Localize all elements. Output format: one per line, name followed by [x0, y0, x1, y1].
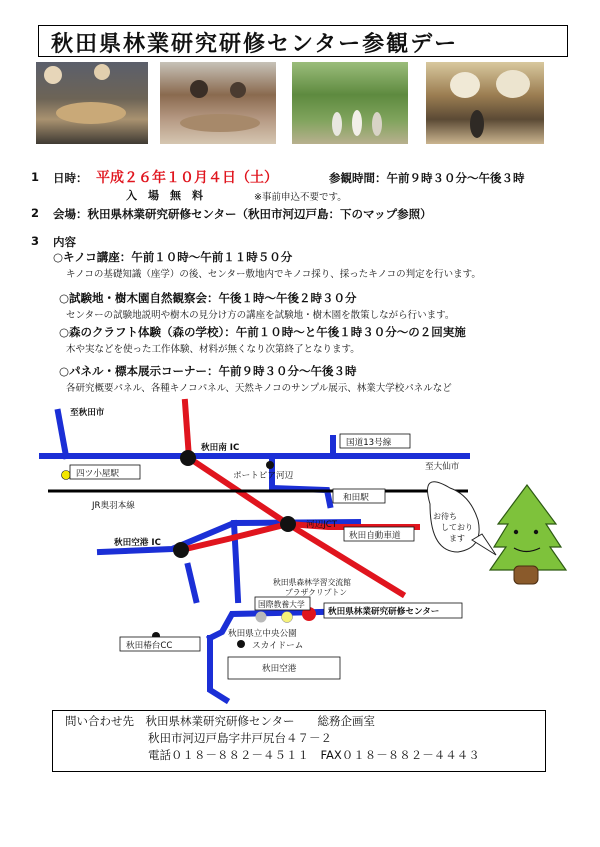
- label-route13: 国道13号線: [346, 438, 392, 448]
- label-wada: 和田駅: [343, 493, 369, 503]
- item1-number: 1: [31, 170, 40, 184]
- label-park: 秋田県立中央公園: [228, 629, 297, 639]
- label-kawabe-jct: 河辺JCT: [306, 520, 337, 530]
- label-center: 秋田県林業研究研修センター: [328, 607, 440, 617]
- label-to-akita: 至秋田市: [70, 408, 105, 418]
- label-minami-ic: 秋田南 IC: [201, 443, 240, 453]
- bubble-line1: お待ち: [433, 512, 457, 521]
- event-panel-desc: 各研究概要パネル、各種キノコパネル、天然キノコのサンプル展示、林業大学校パネルなど: [66, 383, 452, 394]
- event-date: 平成２６年１０月４日（土）: [96, 170, 278, 186]
- label-plaza-line2: プラザクリプトン: [285, 588, 348, 597]
- contact-address: 秋田市河辺戸島字井戸尻台４７－２: [148, 731, 332, 745]
- content-label: 内容: [53, 235, 76, 249]
- bubble-line3: ます: [449, 534, 465, 543]
- kawabe-jct-marker: [280, 516, 296, 532]
- minami-ic-marker: [180, 450, 196, 466]
- event-mushroom-desc: キノコの基礎知識（座学）の後、センター敷地内でキノコ採り、採ったキノコの判定を行います。: [66, 269, 481, 280]
- lower-road-a: [188, 566, 196, 600]
- label-yotsugoya: 四ツ小屋駅: [76, 469, 119, 479]
- event-observation-title: ○試験地・樹木園自然観察会：午後１時～午後２時３０分: [59, 291, 357, 305]
- event-panel-title: ○パネル・標本展示コーナー：午前９時３０分～午後３時: [59, 364, 357, 378]
- label-ou-line: JR奥羽本線: [92, 501, 135, 511]
- item2-number: 2: [31, 206, 40, 220]
- contact-phone: 電話０１８－８８２－４５１１ FAX０１８－８８２－４４４３: [148, 748, 480, 762]
- airport-road: [210, 638, 226, 700]
- label-akita-expwy: 秋田自動車道: [349, 531, 401, 541]
- contact-box: [52, 710, 546, 772]
- tree-mascot: [428, 482, 567, 584]
- item3-number: 3: [31, 234, 40, 248]
- kokusai-marker: [256, 612, 267, 623]
- airport-ic-marker: [173, 542, 189, 558]
- contact-line1: 問い合わせ先 秋田県林業研究研修センター 総務企画室: [65, 714, 376, 728]
- registration-note: ※事前申込不要です。: [254, 192, 347, 203]
- event-craft-desc: 木や実などを使った工作体験、材料が無くなり次第終了となります。: [66, 344, 360, 355]
- label-airport: 秋田空港: [262, 664, 297, 674]
- bubble-line2: しており: [441, 523, 473, 532]
- admission-free: 入 場 無 料: [126, 189, 203, 202]
- item1-label: 日時：: [53, 171, 88, 185]
- yotsugoya-station-marker: [62, 471, 71, 480]
- venue-text: 会場：秋田県林業研究研修センター（秋田市河辺戸島：下のマップ参照）: [53, 207, 432, 221]
- label-skydome: スカイドーム: [252, 641, 304, 651]
- label-portopia: ポートピア河辺: [233, 471, 294, 481]
- label-tsubakidai: 秋田椿台CC: [126, 641, 173, 651]
- visiting-hours: 参観時間：午前９時３０分～午後３時: [329, 171, 525, 185]
- to-akita-road: [58, 412, 66, 456]
- plaza-marker: [282, 612, 293, 623]
- portopia-marker: [266, 461, 274, 469]
- label-to-daisen: 至大仙市: [425, 462, 460, 472]
- skydome-marker: [237, 640, 245, 648]
- label-kokusai: 国際教養大学: [258, 600, 305, 609]
- label-airport-ic: 秋田空港 IC: [114, 538, 161, 548]
- event-mushroom-title: ○キノコ講座：午前１０時～午前１１時５０分: [53, 250, 293, 264]
- event-observation-desc: センターの試験地説明や樹木の見分け方の講座を試験地・樹木園を散策しながら行います。: [66, 310, 455, 321]
- label-plaza-line1: 秋田県森林学習交流館: [273, 578, 351, 587]
- event-craft-title: ○森のクラフト体験（森の学校）：午前１０時～と午後１時３０分～の２回実施: [59, 325, 466, 339]
- page-title: 秋田県林業研究研修センター参観デー: [51, 32, 459, 57]
